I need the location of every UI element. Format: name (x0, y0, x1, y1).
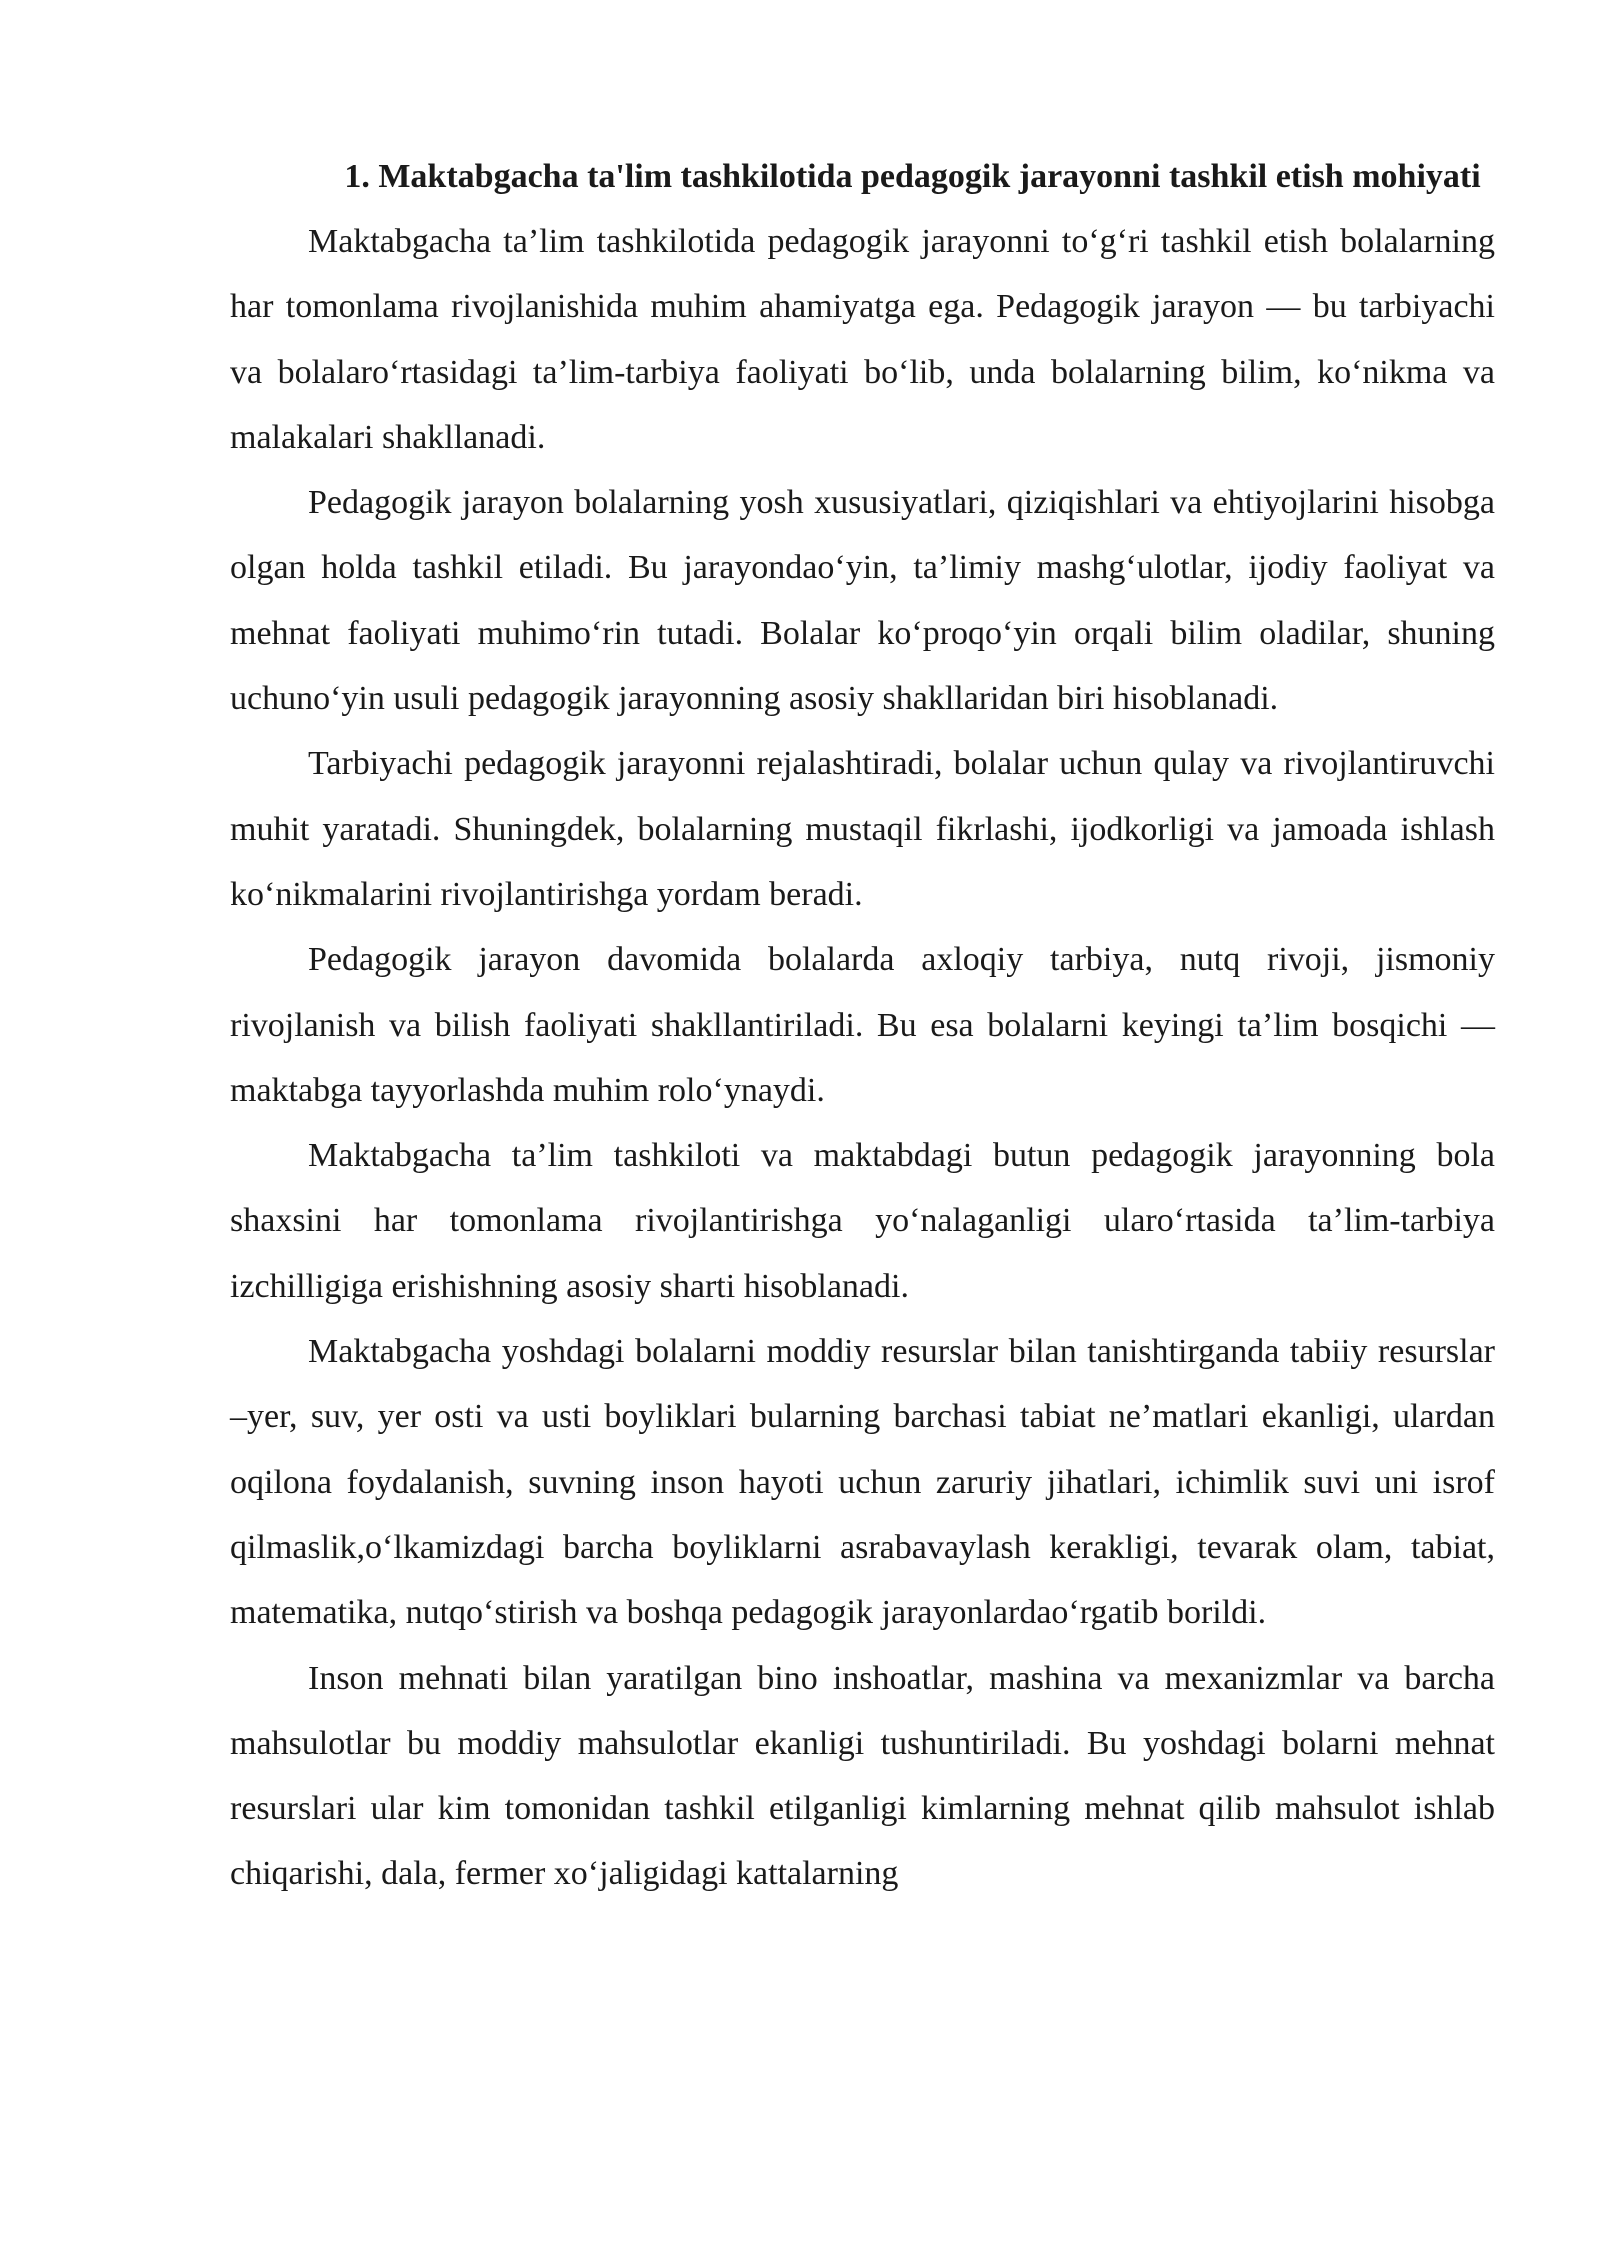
paragraph: Tarbiyachi pedagogik jarayonni rejalashtiradi, bolalar uchun qulay va rivojlantiruvchi muhit yaratadi. Shuningdek, bolalarning mustaqil fikrlashi, ijodkorligi va jamoada ishlash ko‘nikmalarini rivojlantirishga yordam beradi. (230, 745, 1495, 913)
paragraph: Maktabgacha yoshdagi bolalarni moddiy resurslar bilan tanishtirganda tabiiy resurslar –yer, suv, yer osti va usti boyliklari bularning barchasi tabiat ne’matlari ekanligi, ulardan oqilona foydalanish, suvning inson hayoti uchun zaruriy jihatlari, ichimlik suvi uni isrof qilmaslik,o‘lkamizdagi barcha boyliklarni asrabavaylash kerakligi, tevarak olam, tabiat, matematika, nutqo‘stirish va boshqa pedagogik jarayonlardao‘rgatib borildi. (230, 1333, 1495, 1632)
paragraph: Pedagogik jarayon davomida bolalarda axloqiy tarbiya, nutq rivoji, jismoniy rivojlanish va bilish faoliyati shakllantiriladi. Bu esa bolalarni keyingi ta’lim bosqichi — maktabga tayyorlashda muhim rolo‘ynaydi. (230, 941, 1495, 1109)
paragraph: Pedagogik jarayon bolalarning yosh xususiyatlari, qiziqishlari va ehtiyojlarini hisobga olgan holda tashkil etiladi. Bu jarayondao‘yin, ta’limiy mashg‘ulotlar, ijodiy faoliyat va mehnat faoliyati muhimo‘rin tutadi. Bolalar ko‘proqo‘yin orqali bilim oladilar, shuning uchuno‘yin usuli pedagogik jarayonning asosiy shakllaridan biri hisoblanadi. (230, 484, 1495, 718)
paragraph: Maktabgacha ta’lim tashkiloti va maktabdagi butun pedagogik jarayonning bola shaxsini har tomonlama rivojlantirishga yo‘nalaganligi ularo‘rtasida ta’lim-tarbiya izchilligiga erishishning asosiy sharti hisoblanadi. (230, 1137, 1495, 1305)
paragraph: Maktabgacha ta’lim tashkilotida pedagogik jarayonni to‘g‘ri tashkil etish bolalarning har tomonlama rivojlanishida muhim ahamiyatga ega. Pedagogik jarayon — bu tarbiyachi va bolalaro‘rtasidagi ta’lim-tarbiya faoliyati bo‘lib, unda bolalarning bilim, ko‘nikma va malakalari shakllanadi. (230, 223, 1495, 456)
section-title: 1. Maktabgacha ta'lim tashkilotida pedagogik jarayonni tashkil etish mohiyati (344, 158, 1481, 195)
paragraph: Inson mehnati bilan yaratilgan bino inshoatlar, mashina va mexanizmlar va barcha mahsulotlar bu moddiy mahsulotlar ekanligi tushuntiriladi. Bu yoshdagi bolarni mehnat resurslari ular kim tomonidan tashkil etilganligi kimlarning mehnat qilib mahsulot ishlab chiqarishi, dala, fermer xo‘jaligidagi kattalarning (230, 1659, 1495, 1893)
document-body (230, 145, 1495, 1907)
